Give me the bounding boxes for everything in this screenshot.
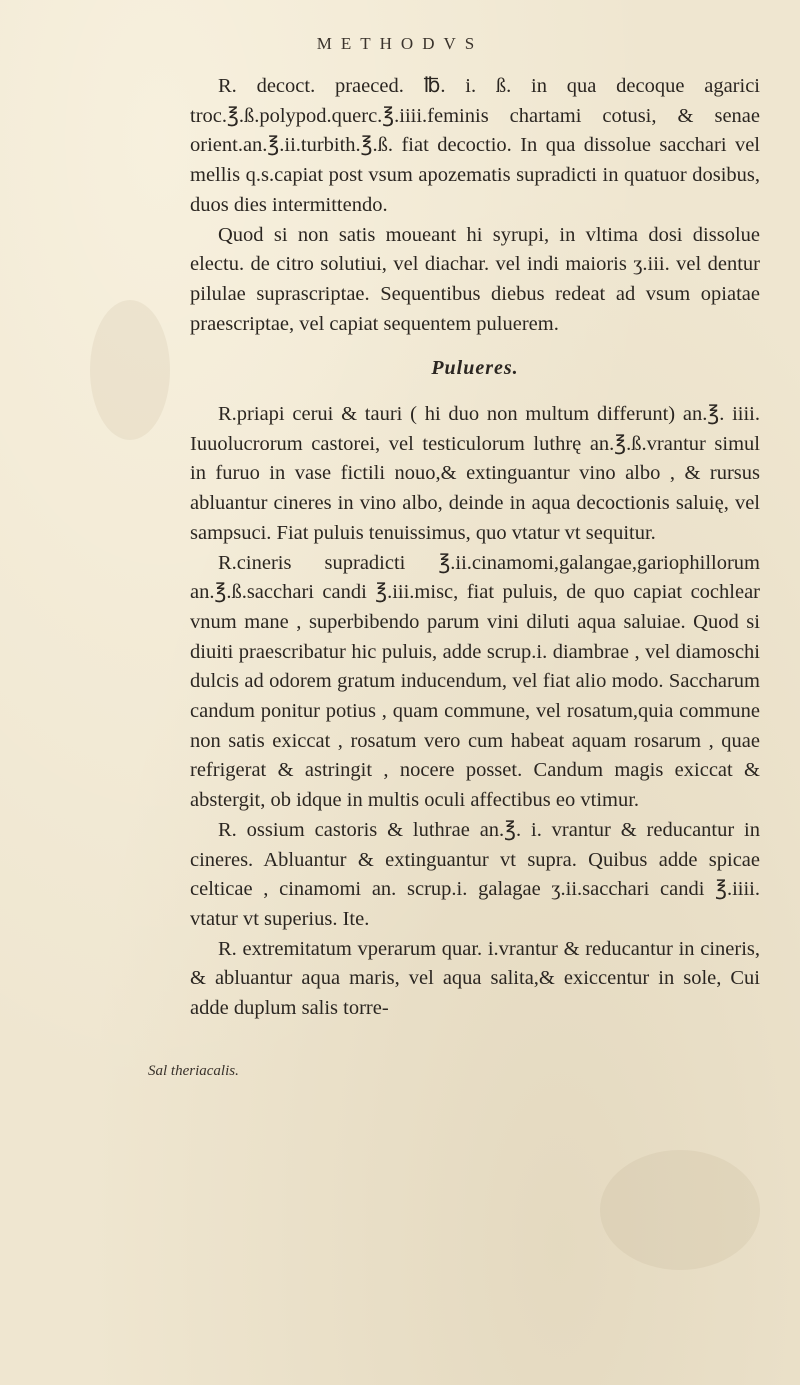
section-heading: Pulueres.	[431, 357, 519, 380]
paragraph: R.cineris supradicti ℥.ii.cinamomi,galangae,gariophillorum an.℥.ß.sacchari candi ℥.iii.misc, fiat puluis, de quo capiat cochlear vnum mane , superbibendo parum vini diluti aqua saluiae. Quod si diuiti praescribatur hic puluis, adde scrup.i. diambrae , vel diamoschi dulcis ad odorem gratum inducendum, vel fiat alio modo. Saccharum candum ponitur potius , quam commune, vel rosatum,quia commune non satis exiccat , rosatum vero cum habeat aquam rosarum , quae refrigerat & astringit , nocere posset. Candum magis exiccat & abstergit, ob idque in multis oculi affectibus eo vtimur.	[190, 551, 760, 812]
paragraph: R. ossium castoris & luthrae an.℥. i. vrantur & reducantur in cineres. Abluantur & extinguantur vt supra. Quibus adde spicae celticae , cinamomi an. scrup.i. galagae ʒ.ii.sacchari candi ℥.iiii. vtatur vt superius. Ite.	[190, 818, 760, 930]
paper-stain	[600, 1150, 760, 1270]
paragraph: R. extremitatum vperarum quar. i.vrantur & reducantur in cineris, & abluantur aqua maris, vel aqua salita,& exiccentur in sole, Cui adde duplum salis torre-	[190, 937, 760, 1020]
running-title: METHODVS	[316, 34, 484, 53]
paragraph: R.priapi cerui & tauri ( hi duo non multum differunt) an.℥. iiii. Iuuolucrorum castorei, vel testiculorum luthrę an.℥.ß.vrantur simul in furuo in vase fictili nouo,& extinguantur vino albo , & rursus abluantur cineres in vino albo, deinde in aqua decoctionis saluię, vel sampsuci. Fiat puluis tenuissimus, quo vtatur vt sequitur.	[190, 403, 760, 544]
text-body	[190, 72, 760, 1024]
paragraph: R. decoct. praeced. ℔. i. ß. in qua decoque agarici troc.℥.ß.polypod.querc.℥.iiii.feminis chartami cotusi, & senae orient.an.℥.ii.turbith.℥.ß. fiat decoctio. In qua dissolue sacchari vel mellis q.s.capiat post vsum apozematis supradicti in quatuor dosibus, duos dies intermittendo.	[190, 75, 760, 216]
paragraph: Quod si non satis moueant hi syrupi, in vltima dosi dissolue electu. de citro solutiui, vel diachar. vel indi maioris ʒ.iii. vel dentur pilulae suprascriptae. Sequentibus diebus redeat ad vsum opiatae praescriptae, vel capiat sequentem puluerem.	[190, 223, 760, 335]
paper-stain	[90, 300, 170, 440]
margin-note: Sal theriacalis.	[148, 1063, 239, 1079]
